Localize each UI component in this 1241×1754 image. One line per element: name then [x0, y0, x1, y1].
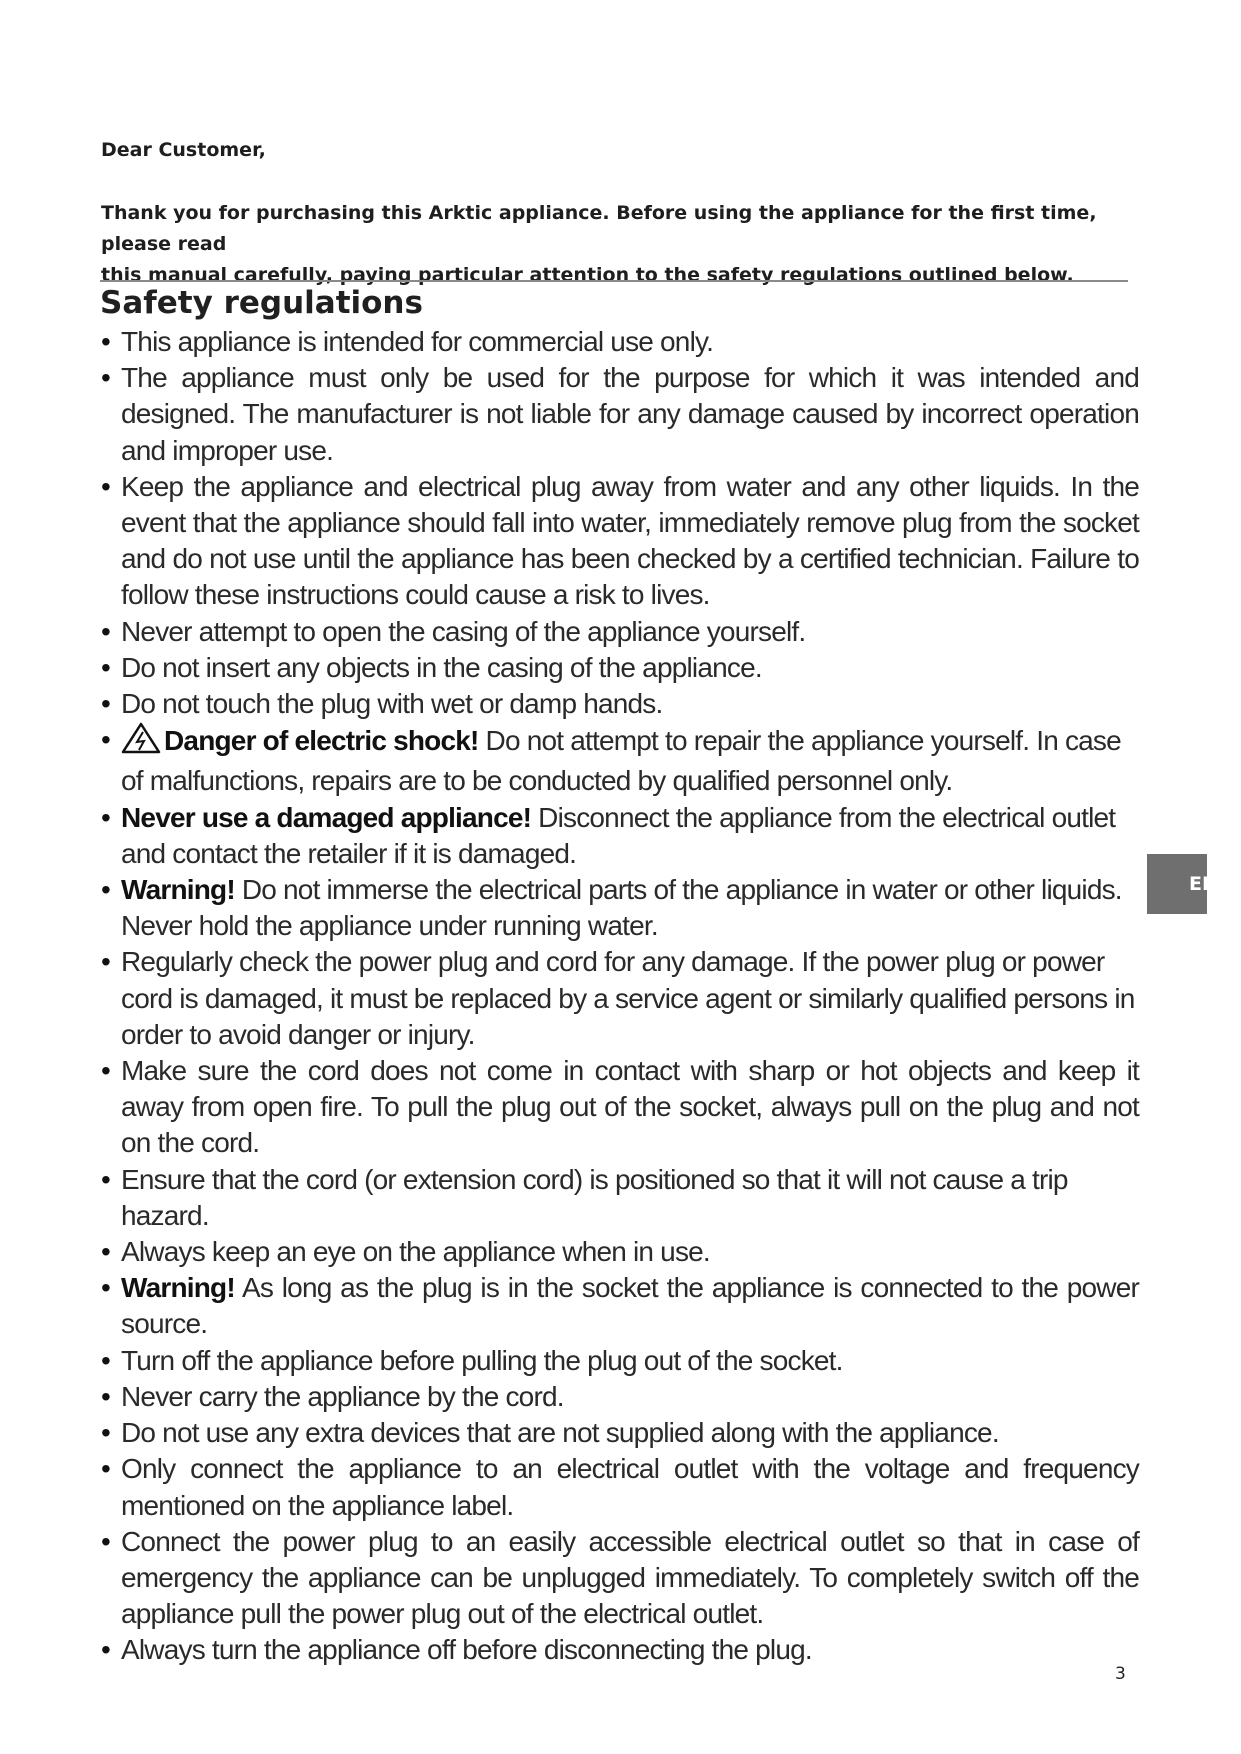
list-item [0, 469, 1139, 614]
bullet: • [101, 1055, 111, 1087]
item-text: Do not touch the plug with wet or damp hands. [121, 688, 663, 720]
intro-paragraph [101, 198, 1141, 291]
list-item [0, 722, 1139, 799]
intro-line-1: Thank you for purchasing this Arktic appliance. Before using the appliance for the first time, please read [101, 202, 1097, 255]
bullet: • [101, 1344, 111, 1376]
item-text: Regularly check the power plug and cord for any damage. If the power plug or power cord is damaged, it must be replaced by a service agent or similarly qualified persons in order to avoid danger or injury. [121, 946, 1135, 1050]
list-item [0, 324, 1139, 360]
list-item [0, 944, 1139, 1053]
greeting: Dear Customer, [101, 139, 266, 161]
item-text: Disconnect the appliance from the electrical outlet and contact the retailer if it is damaged. [121, 801, 1116, 869]
item-text: Always turn the appliance off before disconnecting the plug. [121, 1634, 812, 1666]
item-strong: Never use a damaged appliance! [121, 801, 532, 833]
item-strong: Warning! [121, 1272, 235, 1304]
language-tab: EN [1147, 854, 1207, 914]
list-item [0, 872, 1139, 944]
bullet: • [101, 1634, 111, 1666]
item-text: Turn off the appliance before pulling the plug out of the socket. [121, 1344, 843, 1376]
list-item [0, 1162, 1139, 1234]
list-item [0, 1415, 1139, 1451]
item-text: Do not use any extra devices that are not supplied along with the appliance. [121, 1417, 999, 1449]
list-item [0, 1379, 1139, 1415]
item-text: As long as the plug is in the socket the appliance is connected to the power source. [121, 1272, 1139, 1340]
list-item [0, 650, 1139, 686]
bullet: • [101, 874, 111, 906]
list-item [0, 360, 1139, 469]
section-title: Safety regulations [100, 285, 423, 321]
list-item [0, 800, 1139, 872]
bullet: • [101, 1380, 111, 1412]
bullet: • [101, 724, 111, 756]
item-text: Never attempt to open the casing of the appliance yourself. [121, 615, 806, 647]
item-text: The appliance must only be used for the purpose for which it was intended and designed. The manufacturer is not liable for any damage caused by incorrect operation and improper use. [121, 362, 1139, 466]
item-text: Make sure the cord does not come in contact with sharp or hot objects and keep it away from open fire. To pull the plug out of the socket, always pull on the plug and not on the cord. [121, 1055, 1139, 1159]
bullet: • [101, 1163, 111, 1195]
list-item [0, 1053, 1139, 1162]
item-text: Keep the appliance and electrical plug away from water and any other liquids. In the event that the appliance should fall into water, immediately remove plug from the socket and do not use until the appliance has been checked by a certified technician. Failure to follow these instructions could cause a risk to lives. [121, 470, 1139, 611]
list-item [0, 614, 1139, 650]
section-divider [100, 280, 1128, 282]
item-text: Only connect the appliance to an electrical outlet with the voltage and frequency mentioned on the appliance label. [121, 1453, 1139, 1521]
intro-line-2: this manual carefully, paying particular attention to the safety regulations outlined below. [101, 264, 1074, 286]
bullet: • [101, 470, 111, 502]
item-text: Do not immerse the electrical parts of the appliance in water or other liquids. Never hold the appliance under running water. [121, 874, 1122, 942]
item-text: Connect the power plug to an easily accessible electrical outlet so that in case of emergency the appliance can be unplugged immediately. To completely switch off the appliance pull the power plug out of the electrical outlet. [121, 1525, 1139, 1630]
list-item [0, 1270, 1139, 1342]
bullet: • [101, 615, 111, 647]
item-text: Always keep an eye on the appliance when in use. [121, 1236, 710, 1268]
item-text: This appliance is intended for commercial use only. [121, 326, 714, 357]
item-text: Do not attempt to repair the appliance yourself. In case of malfunctions, repairs are to be conducted by qualified personnel only. [121, 725, 1121, 797]
item-strong: Warning! [121, 874, 235, 906]
bullet: • [101, 1453, 111, 1485]
bullet: • [101, 946, 111, 978]
bullet: • [101, 651, 111, 683]
bullet: • [101, 801, 111, 833]
bullet: • [101, 1272, 111, 1304]
item-text: Ensure that the cord (or extension cord) is positioned so that it will not cause a trip hazard. [121, 1163, 1068, 1231]
list-item [0, 1343, 1139, 1379]
item-strong: Danger of electric shock! [164, 725, 479, 757]
bullet: • [101, 1525, 111, 1557]
item-text: Do not insert any objects in the casing of the appliance. [121, 651, 762, 683]
bullet: • [101, 688, 111, 720]
bullet: • [101, 1417, 111, 1449]
bullet: • [101, 1236, 111, 1268]
safety-list [0, 324, 1241, 1669]
bullet: • [101, 362, 111, 394]
list-item [0, 1632, 1139, 1668]
list-item [0, 1451, 1139, 1523]
list-item [0, 1234, 1139, 1270]
list-item [0, 686, 1139, 722]
item-text: Never carry the appliance by the cord. [121, 1380, 564, 1412]
electric-shock-warning-icon [121, 722, 161, 763]
page-number: 3 [1115, 1664, 1126, 1684]
list-item [0, 1524, 1139, 1633]
bullet: • [101, 326, 111, 357]
